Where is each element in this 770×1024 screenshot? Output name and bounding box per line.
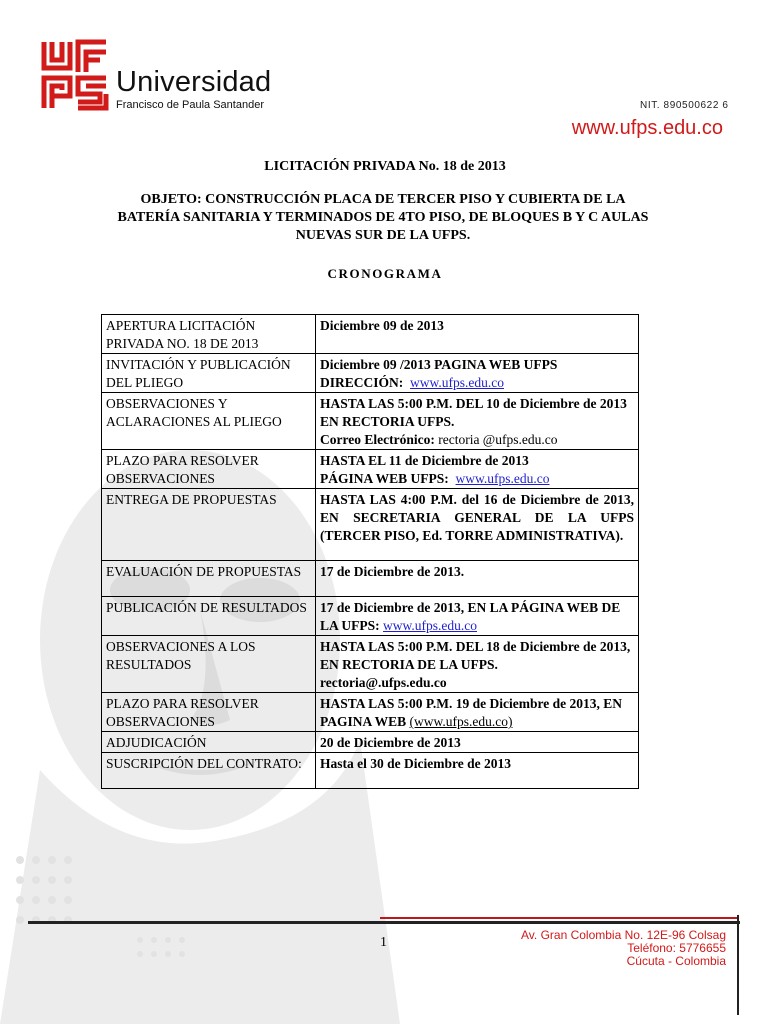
date-cell: 17 de Diciembre de 2013.	[316, 561, 639, 597]
date-line: Diciembre 09 /2013 PAGINA WEB UFPS	[320, 357, 558, 372]
activity-cell: PLAZO PARA RESOLVER OBSERVACIONES	[102, 693, 316, 732]
ufps-web-link[interactable]: www.ufps.edu.co	[410, 375, 504, 390]
table-row	[102, 315, 639, 354]
schedule-table	[101, 314, 639, 789]
date-cell	[316, 393, 639, 450]
website-link[interactable]: www.ufps.edu.co	[571, 117, 723, 139]
footer-divider	[28, 921, 740, 924]
activity-cell: PLAZO PARA RESOLVER OBSERVACIONES	[102, 450, 316, 489]
activity-cell: ENTREGA DE PROPUESTAS	[102, 489, 316, 561]
activity-cell: EVALUACIÓN DE PROPUESTAS	[102, 561, 316, 597]
activity-cell: ADJUDICACIÓN	[102, 732, 316, 753]
table-row	[102, 753, 639, 789]
document-objeto: OBJETO: CONSTRUCCIÓN PLACA DE TERCER PISO Y CUBIERTA DE LA BATERÍA SANITARIA Y TERMINADOS DE 4TO PISO, DE BLOQUES B Y C AULAS NUEVAS SUR DE LA UFPS.	[117, 192, 649, 243]
address-street: Av. Gran Colombia No. 12E-96 Colsag	[521, 928, 726, 942]
date-text: HASTA LAS 5:00 P.M. DEL 18 de Diciembre de 2013, EN RECTORIA DE LA UFPS.	[320, 639, 631, 672]
direccion-label: DIRECCIÓN:	[320, 375, 404, 390]
email-label: Correo Electrónico:	[320, 432, 435, 447]
date-cell	[316, 354, 639, 393]
footer-vertical-rule	[737, 915, 739, 1015]
table-row	[102, 597, 639, 636]
university-subtitle: Francisco de Paula Santander	[116, 99, 264, 111]
email-value: rectoria@.ufps.edu.co	[320, 675, 447, 690]
activity-cell: APERTURA LICITACIÓN PRIVADA NO. 18 DE 2013	[102, 315, 316, 354]
address-city: Cúcuta - Colombia	[626, 954, 726, 968]
table-row	[102, 489, 639, 561]
table-row	[102, 450, 639, 489]
date-text: 17 de Diciembre de 2013, EN LA PÁGINA WEB DE LA UFPS:	[320, 600, 621, 633]
date-cell	[316, 597, 639, 636]
ufps-web-link[interactable]: www.ufps.edu.co	[455, 471, 550, 486]
address-phone: Teléfono: 5776655	[627, 941, 726, 955]
date-text: HASTA LAS 5:00 P.M. 19 de Diciembre de 2013, EN PAGINA WEB	[320, 696, 623, 729]
cronograma-heading: CRONOGRAMA	[327, 266, 443, 281]
nit-number: NIT. 890500622 6	[640, 100, 729, 111]
date-cell: Hasta el 30 de Diciembre de 2013	[316, 753, 639, 789]
logo-text	[116, 68, 271, 112]
pagina-web-label: PÁGINA WEB UFPS:	[320, 471, 449, 486]
date-cell: 20 de Diciembre de 2013	[316, 732, 639, 753]
date-cell	[316, 636, 639, 693]
document-title: LICITACIÓN PRIVADA No. 18 de 2013	[264, 159, 506, 174]
date-cell	[316, 450, 639, 489]
activity-cell: INVITACIÓN Y PUBLICACIÓN DEL PLIEGO	[102, 354, 316, 393]
date-cell	[316, 693, 639, 732]
table-row	[102, 693, 639, 732]
date-text: HASTA LAS 5:00 P.M. DEL 10 de Diciembre de 2013 EN RECTORIA UFPS.	[320, 396, 627, 429]
date-cell: HASTA LAS 4:00 P.M. del 16 de Diciembre de 2013, EN SECRETARIA GENERAL DE LA UFPS (TERCER PISO, Ed. TORRE ADMINISTRATIVA).	[316, 489, 639, 561]
university-name: Universidad	[116, 66, 272, 98]
table-row	[102, 732, 639, 753]
activity-cell: PUBLICACIÓN DE RESULTADOS	[102, 597, 316, 636]
table-row	[102, 561, 639, 597]
table-row	[102, 354, 639, 393]
activity-cell: SUSCRIPCIÓN DEL CONTRATO:	[102, 753, 316, 789]
date-line: HASTA EL 11 de Diciembre de 2013	[320, 453, 529, 468]
activity-cell: OBSERVACIONES Y ACLARACIONES AL PLIEGO	[102, 393, 316, 450]
ufps-logo	[40, 38, 271, 112]
table-row	[102, 393, 639, 450]
page-number: 1	[380, 935, 387, 950]
ufps-web-link[interactable]: www.ufps.edu.co	[383, 618, 477, 633]
footer-accent-line	[380, 917, 738, 919]
ufps-logo-mark	[40, 38, 110, 112]
web-paren-link[interactable]: (www.ufps.edu.co)	[409, 714, 513, 729]
footer-address	[521, 929, 726, 968]
activity-cell: OBSERVACIONES A LOS RESULTADOS	[102, 636, 316, 693]
email-value: rectoria @ufps.edu.co	[438, 432, 558, 447]
table-row	[102, 636, 639, 693]
date-cell: Diciembre 09 de 2013	[316, 315, 639, 354]
